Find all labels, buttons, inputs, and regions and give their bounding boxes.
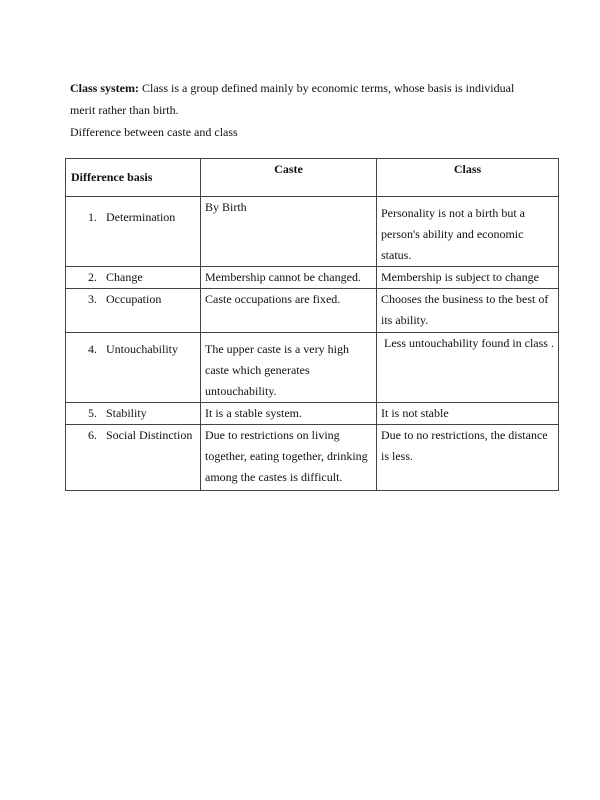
table-row xyxy=(66,289,559,333)
basis-cell: 2. Change xyxy=(66,267,201,289)
class-cell: Membership is subject to change xyxy=(377,267,559,289)
header-difference-basis: Difference basis xyxy=(66,159,201,197)
caste-cell: The upper caste is a very high caste which generates untouchability. xyxy=(201,333,377,403)
class-cell: Due to no restrictions, the distance is less. xyxy=(377,425,559,491)
caste-class-table xyxy=(65,158,559,491)
caste-cell: It is a stable system. xyxy=(201,403,377,425)
basis-cell: 3. Occupation xyxy=(66,289,201,333)
intro-line-2: merit rather than birth. xyxy=(70,103,179,117)
table-header-row xyxy=(66,159,559,197)
intro-line-1 xyxy=(70,80,514,96)
intro-label: Class system: xyxy=(70,81,139,95)
table-subheading: Difference between caste and class xyxy=(70,125,238,139)
class-cell: Less untouchability found in class . xyxy=(377,333,559,403)
class-cell: Personality is not a birth but a person's ability and economic status. xyxy=(377,197,559,267)
class-cell: Chooses the business to the best of its ability. xyxy=(377,289,559,333)
table-row xyxy=(66,333,559,403)
table-row xyxy=(66,425,559,491)
header-class: Class xyxy=(377,159,559,197)
basis-cell: 1. Determination xyxy=(66,197,201,267)
basis-cell: 6. Social Distinction xyxy=(66,425,201,491)
caste-cell: Caste occupations are fixed. xyxy=(201,289,377,333)
table-row xyxy=(66,267,559,289)
table-row xyxy=(66,403,559,425)
intro-text-1: Class is a group defined mainly by economic terms, whose basis is individual xyxy=(139,81,515,95)
basis-cell: 5. Stability xyxy=(66,403,201,425)
table-row xyxy=(66,197,559,267)
class-cell: It is not stable xyxy=(377,403,559,425)
caste-cell: Membership cannot be changed. xyxy=(201,267,377,289)
caste-cell: By Birth xyxy=(201,197,377,267)
caste-cell: Due to restrictions on living together, eating together, drinking among the castes is difficult. xyxy=(201,425,377,491)
header-caste: Caste xyxy=(201,159,377,197)
basis-cell: 4. Untouchability xyxy=(66,333,201,403)
